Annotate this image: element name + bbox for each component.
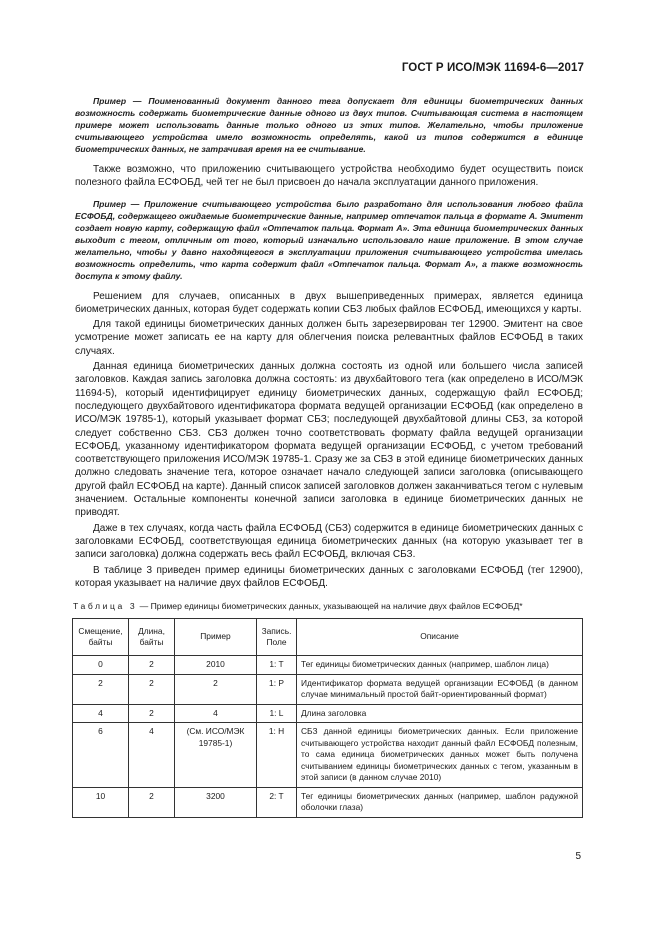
page-content [75, 95, 583, 818]
cell-example: 2 [175, 674, 257, 704]
cell-length: 4 [129, 723, 175, 788]
table-row [73, 704, 583, 723]
header-description: Описание [297, 619, 583, 656]
cell-offset: 4 [73, 704, 129, 723]
table-row [73, 723, 583, 788]
cell-description: Длина заголовка [297, 704, 583, 723]
paragraph-4: Данная единица биометрических данных должна состоять из одной или большего числа записей заголовков. Каждая запись заголовка должна состоять: из двухбайтового тега (как определено в ИСО/МЭК 11694-5), который идентифицирует единицу биометрических данных, содержащую файл ЕСФОБД; последующего двухбайтового идентификатора формата ведущей организации ЕСФОБД (как определено в ИСО/МЭК 19785-1), который указывает формат СБЗ; последующей двухбайтовой длины СБЗ, за которой следует собственно СБЗ. СБЗ должен точно соответствовать формату файла ведущей организации ЕСФОБД, указанному идентификатором формата ведущей организации ЕСФОБД, с учетом требований соответствующего приложения ИСО/МЭК 19785-1. Сразу же за СБЗ в этой единице биометрических данных должно следовать значение тега, которое означает начало следующей записи заголовка (описывающего другой файл ЕСФОБД на карте). Данный список записей заголовков должен заканчиваться тегом с нулевым значением. Остальные компоненты конечной записи заголовка в единице биометрических данных не приводят. [75, 361, 583, 519]
cell-offset: 2 [73, 674, 129, 704]
cell-record-field: 1: H [257, 723, 297, 788]
cell-offset: 0 [73, 656, 129, 675]
cell-description: СБЗ данной единицы биометрических данных. Если приложение считывающего устройства находит данный файл ЕСФОБД полезным, то сама единица биометрических данных может быть получена считыванием единицы биометрических данных с тегом, указанным в этой записи (в данном случае 2010) [297, 723, 583, 788]
paragraph-3: Для такой единицы биометрических данных должен быть зарезервирован тег 12900. Эмитент на свое усмотрение может записать ее на карту для облегчения поиска релевантных файлов ЕСФОБД в таких случаях. [75, 319, 583, 357]
table-caption [73, 600, 583, 612]
table-row [73, 674, 583, 704]
cell-record-field: 1: T [257, 656, 297, 675]
cell-record-field: 1: L [257, 704, 297, 723]
cell-record-field: 1: P [257, 674, 297, 704]
cell-example: (См. ИСО/МЭК 19785-1) [175, 723, 257, 788]
table-header-row [73, 619, 583, 656]
cell-example: 3200 [175, 787, 257, 817]
cell-description: Тег единицы биометрических данных (например, шаблон лица) [297, 656, 583, 675]
cell-record-field: 2: T [257, 787, 297, 817]
header-example: Пример [175, 619, 257, 656]
table-caption-text: — Пример единицы биометрических данных, указывающей на наличие двух файлов ЕСФОБД* [137, 601, 523, 612]
cell-offset: 6 [73, 723, 129, 788]
paragraph-5: Даже в тех случаях, когда часть файла ЕСФОБД (СБЗ) содержится в единице биометрических данных с заголовками ЕСФОБД, соответствующая единица биометрических данных (на которую указывает тег в записи заголовка) должна содержать весь файл ЕСФОБД, включая СБЗ. [75, 522, 583, 561]
biometric-header-table [72, 618, 583, 818]
example-note-2: Пример — Приложение считывающего устройства было разработано для использования любого файла ЕСФОБД, содержащего ожидаемые биометрические данные, например отпечаток пальца в формате А. Эмитент создает новую карту, содержащую файл «Отпечаток пальца. Формат А». Эта единица биометрических данных выходит с тегом, отличным от того, который изначально использовало наше приложение. В этом случае желательно, чтобы у давно находящегося в эксплуатации приложения считывающего устройства имелась возможность определить, что карта содержит файл «Отпечаток пальца. Формат А», а также возможность доступа к этому файлу. [75, 198, 583, 281]
table-row [73, 656, 583, 675]
paragraph-6: В таблице 3 приведен пример единицы биометрических данных с заголовками ЕСФОБД (тег 12900), которая указывает на наличие двух файлов ЕСФОБД. [75, 564, 583, 589]
paragraph-1: Также возможно, что приложению считывающего устройства необходимо будет осуществить поиск полезного файла ЕСФОБД, чей тег не был присвоен до начала эксплуатации данного приложения. [75, 164, 583, 189]
cell-example: 2010 [175, 656, 257, 675]
cell-offset: 10 [73, 787, 129, 817]
cell-example: 4 [175, 704, 257, 723]
cell-length: 2 [129, 656, 175, 675]
header-offset: Смещение, байты [73, 619, 129, 656]
header-record-field: Запись. Поле [257, 619, 297, 656]
cell-length: 2 [129, 704, 175, 723]
document-code-header: ГОСТ Р ИСО/МЭК 11694-6—2017 [401, 62, 584, 74]
header-length: Длина, байты [129, 619, 175, 656]
page-number: 5 [575, 851, 581, 862]
cell-length: 2 [129, 787, 175, 817]
table-row [73, 787, 583, 817]
table-caption-label: Таблица 3 [73, 601, 138, 612]
cell-description: Тег единицы биометрических данных (например, шаблон радужной оболочки глаза) [297, 787, 583, 817]
cell-description: Идентификатор формата ведущей организации ЕСФОБД (в данном случае минимальный простой байт-ориентированный формат) [297, 674, 583, 704]
cell-length: 2 [129, 674, 175, 704]
example-note-1: Пример — Поименованный документ данного тега допускает для единицы биометрических данных возможность содержать биометрические данные одного из двух типов. Считывающая система в настоящем примере может использовать данные только одного из этих типов. Желательно, чтобы приложение считывающего устройства имело возможность определять, какой из типов содержится в единице биометрических данных, не затрачивая время на ее считывание. [75, 96, 583, 154]
paragraph-2: Решением для случаев, описанных в двух вышеприведенных примерах, является единица биометрических данных, которая будет содержать копии СБЗ любых файлов ЕСФОБД, имеющихся у карты. [75, 290, 583, 315]
